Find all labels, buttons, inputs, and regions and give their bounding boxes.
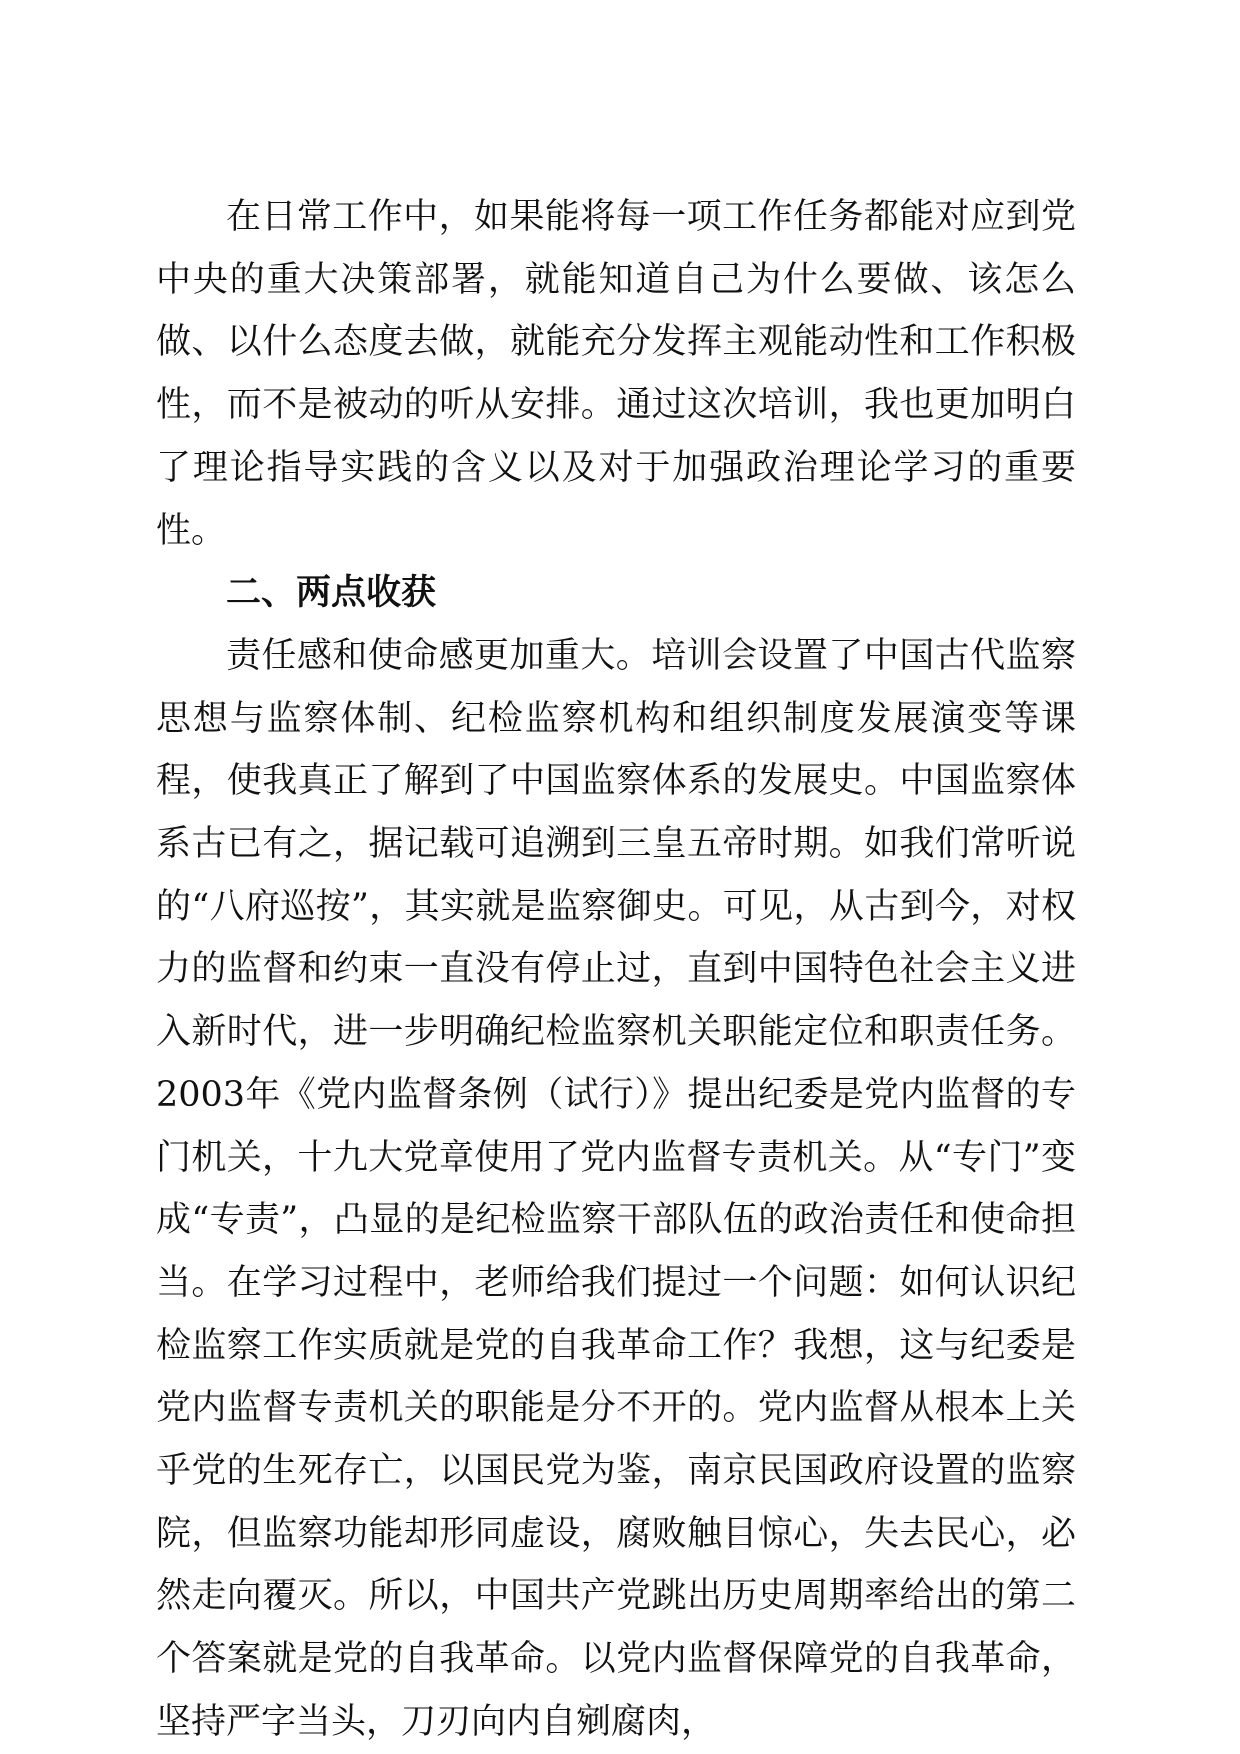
section-heading-two-gains: 二、两点收获 — [226, 573, 437, 614]
paragraph-theory-practice: 在日常工作中，如果能将每一项工作任务都能对应到党中央的重大决策部署，就能知道自己为什么要做、该怎么做、以什么态度去做，就能充分发挥主观能动性和工作积极性，而不是被动的听从安排。通过这次培训，我也更加明白了理论指导实践的含义以及对于加强政治理论学习的重要性。 — [156, 197, 1076, 551]
paragraph-responsibility-mission: 责任感和使命感更加重大。培训会设置了中国古代监察思想与监察体制、纪检监察机构和组织制度发展演变等课程，使我真正了解到了中国监察体系的发展史。中国监察体系古已有之，据记载可追溯到三皇五帝时期。如我们常听说的“八府巡按”，其实就是监察御史。可见，从古到今，对权力的监督和约束一直没有停止过，直到中国特色社会主义进入新时代，进一步明确纪检监察机关职能定位和职责任务。2003年《党内监督条例（试行）》提出纪委是党内监督的专门机关，十九大党章使用了党内监督专责机关。从“专门”变成“专责”，凸显的是纪检监察干部队伍的政治责任和使命担当。在学习过程中，老师给我们提过一个问题：如何认识纪检监察工作实质就是党的自我革命工作？我想，这与纪委是党内监督专责机关的职能是分不开的。党内监督从根本上关乎党的生死存亡，以国民党为鉴，南京民国政府设置的监察院，但监察功能却形同虚设，腐败触目惊心，失去民心，必然走向覆灭。所以，中国共产党跳出历史周期率给出的第二个答案就是党的自我革命。以党内监督保障党的自我革命，坚持严字当头，刀刃向内自剜腐肉， — [156, 635, 1076, 1742]
document-body — [156, 186, 1076, 1754]
